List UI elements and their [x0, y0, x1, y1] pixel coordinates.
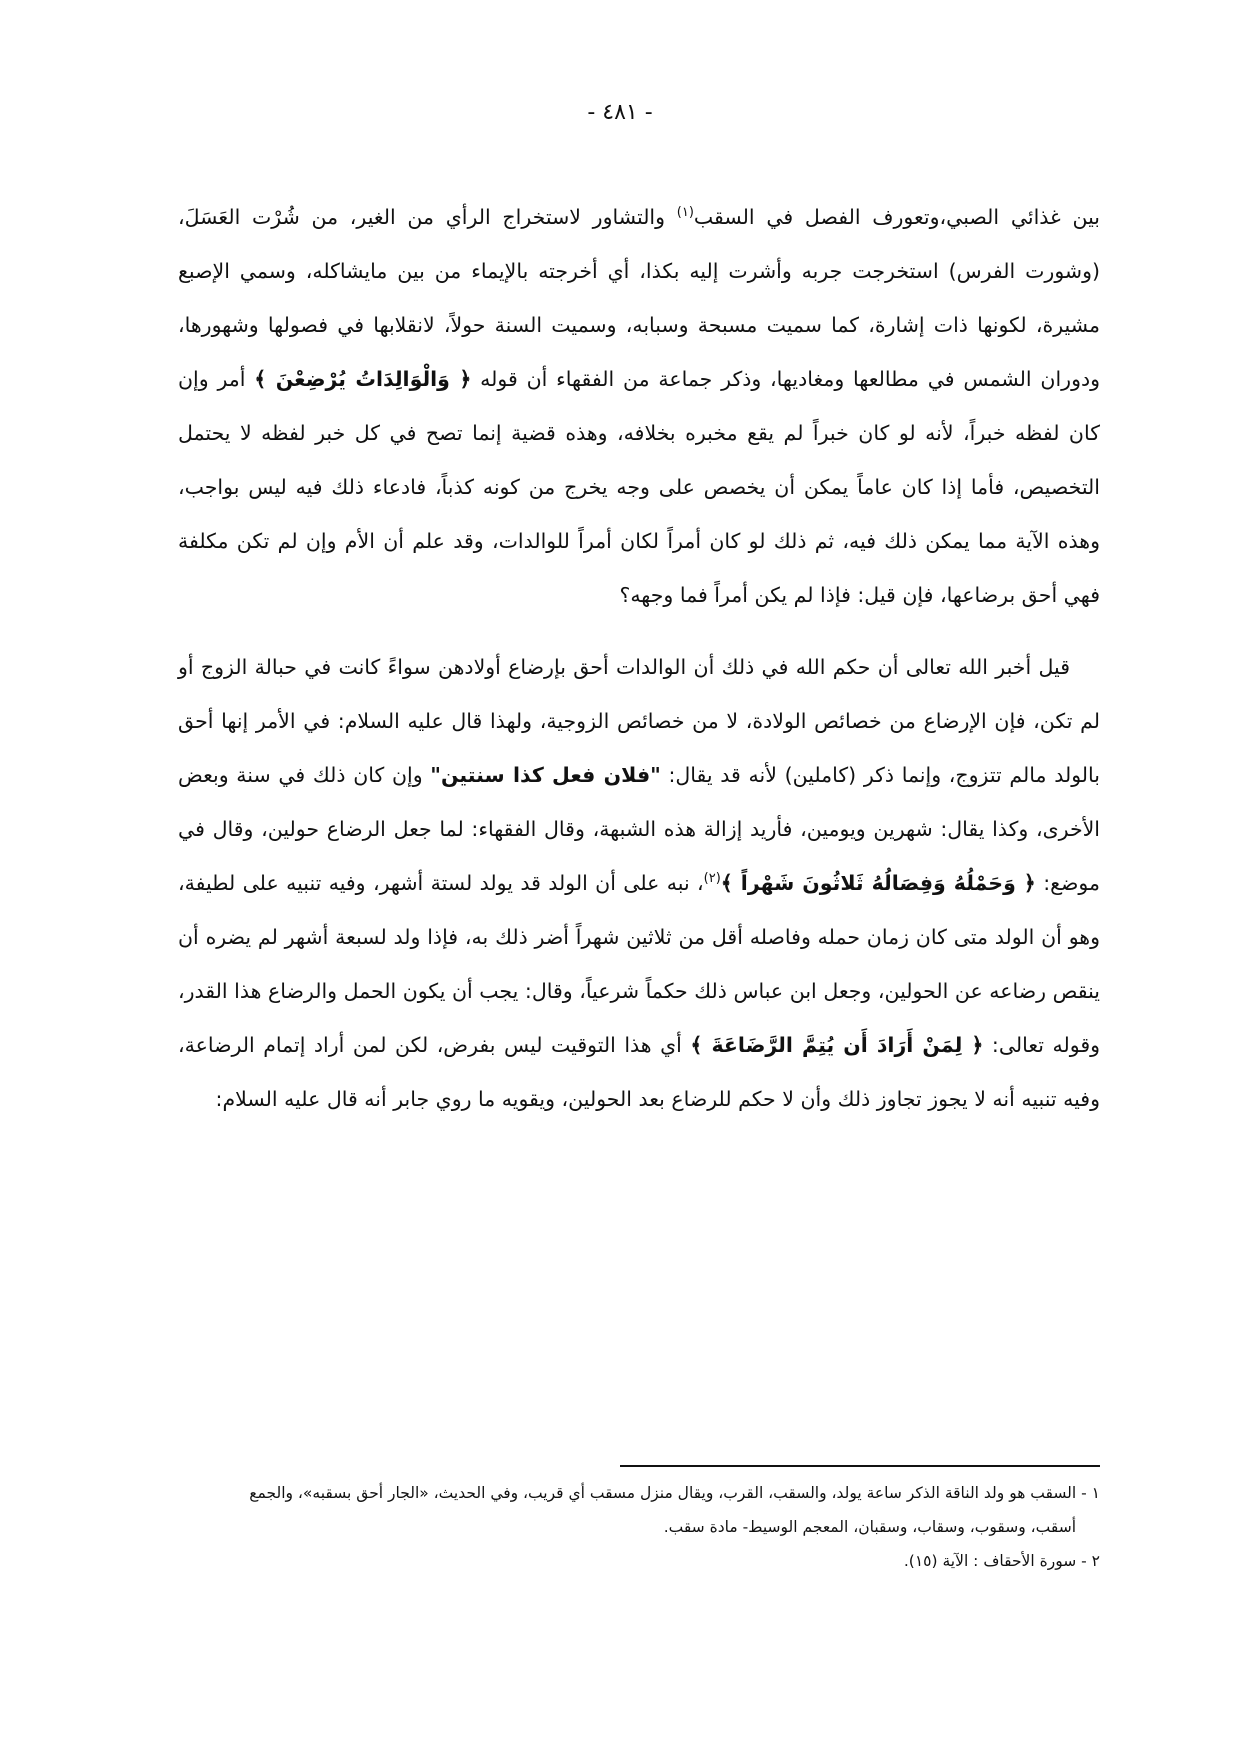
footnote-1-line-1: ١ - السقب هو ولد الناقة الذكر ساعة يولد، والسقب، القرب، ويقال منزل مسقب أي قريب، وفي الحديث، «الجار أحق بسقبه»، والجمع: [249, 1484, 1100, 1502]
paragraph-2: [178, 640, 1100, 1126]
footnote-ref-2[interactable]: (٢): [703, 871, 721, 887]
paragraph-2-text-c: ، نبه على أن الولد قد يولد لستة أشهر، وفيه تنبيه على لطيفة، وهو أن الولد متى كان زمان حمله وفاصله أقل من ثلاثين شهراً أضر ذلك به، فإذا ولد لسبعة أشهر لم يضره أن ينقص رضاعه عن الحولين، وجعل ابن عباس ذلك حكماً شرعياً، وقال: يجب أن يكون الحمل والرضاع هذا القدر، وقوله تعالى:: [178, 871, 1101, 1057]
paragraph-2-text-a: قيل أخبر الله تعالى أن حكم الله في ذلك أن الوالدات أحق بإرضاع أولادهن سواءً كانت في حبالة الزوج أو لم تكن، فإن الإرضاع من خصائص الولادة، لا من خصائص الزوجية، ولهذا قال عليه السلام: في الأمر إنها أحق بالولد مالم تتزوج، وإنما ذكر (كاملين) لأنه قد يقال:: [178, 655, 1100, 787]
quran-verse-1: ﴿ وَالْوَالِدَاتُ يُرْضِعْنَ ﴾: [254, 367, 472, 391]
bold-quote: "فلان فعل كذا سنتين": [430, 763, 661, 787]
paragraph-1-text-a: بين غذائي الصبي،وتعورف الفصل في السقب: [693, 205, 1100, 229]
paragraph-1-text-b: والتشاور لاستخراج الرأي من الغير، من شُرْت العَسَلَ، (وشورت الفرس) استخرجت جربه وأشرت إليه بكذا، أي أخرجته بالإيماء من بين مايشاكله، وسمي الإصبع مشيرة، لكونها ذات إشارة، كما سميت مسبحة وسبابه، وسميت السنة حولاً، لانقلابها في فصولها وشهورها، ودوران الشمس في مطالعها ومغاديها، وذكر جماعة من الفقهاء أن قوله: [178, 205, 1100, 391]
paragraph-2-text-d: أي هذا التوقيت ليس بفرض، لكن لمن أراد إتمام الرضاعة، وفيه تنبيه أنه لا يجوز تجاوز ذلك وأن لا حكم للرضاع بعد الحولين، ويقويه ما روي جابر أنه قال عليه السلام:: [178, 1033, 1100, 1111]
quran-verse-3: ﴿ لِمَنْ أَرَادَ أَن يُتِمَّ الرَّضَاعَةَ ﴾: [690, 1033, 984, 1057]
main-text: [178, 190, 1100, 1126]
footnote-divider: [620, 1465, 1100, 1467]
paragraph-1-text-c: أمر وإن كان لفظه خبراً، لأنه لو كان خبراً لم يقع مخبره بخلافه، وهذه قضية إنما تصح في كل خبر لفظه لا يحتمل التخصيص، فأما إذا كان عاماً يمكن أن يخصص على وجه يخرج من كونه كذباً، فادعاء ذلك فيه ليس بواجب، وهذه الآية مما يمكن ذلك فيه، ثم ذلك لو كان أمراً لكان أمراً للوالدات، وقد علم أن الأم وإن لم تكن مكلفة فهي أحق برضاعها، فإن قيل: فإذا لم يكن أمراً فما وجهه؟: [178, 367, 1100, 607]
paragraph-1: [178, 190, 1100, 622]
footnotes: [170, 1476, 1100, 1578]
footnote-ref-1[interactable]: (١): [676, 205, 694, 221]
page-number: - ٤٨١ -: [587, 100, 653, 125]
footnote-1-line-2: أسقب، وسقوب، وسقاب، وسقبان، المعجم الوسيط- مادة سقب.: [663, 1518, 1076, 1536]
paragraph-2-text-b: وإن كان ذلك في سنة وبعض الأخرى، وكذا يقال: شهرين ويومين، فأريد إزالة هذه الشبهة، وقال الفقهاء: لما جعل الرضاع حولين، وقال في موضع:: [178, 763, 1100, 895]
quran-verse-2: ﴿ وَحَمْلُهُ وَفِصَالُهُ ثَلاثُونَ شَهْراً ﴾: [720, 871, 1036, 895]
footnote-2: ٢ - سورة الأحقاف : الآية (١٥).: [903, 1552, 1100, 1570]
